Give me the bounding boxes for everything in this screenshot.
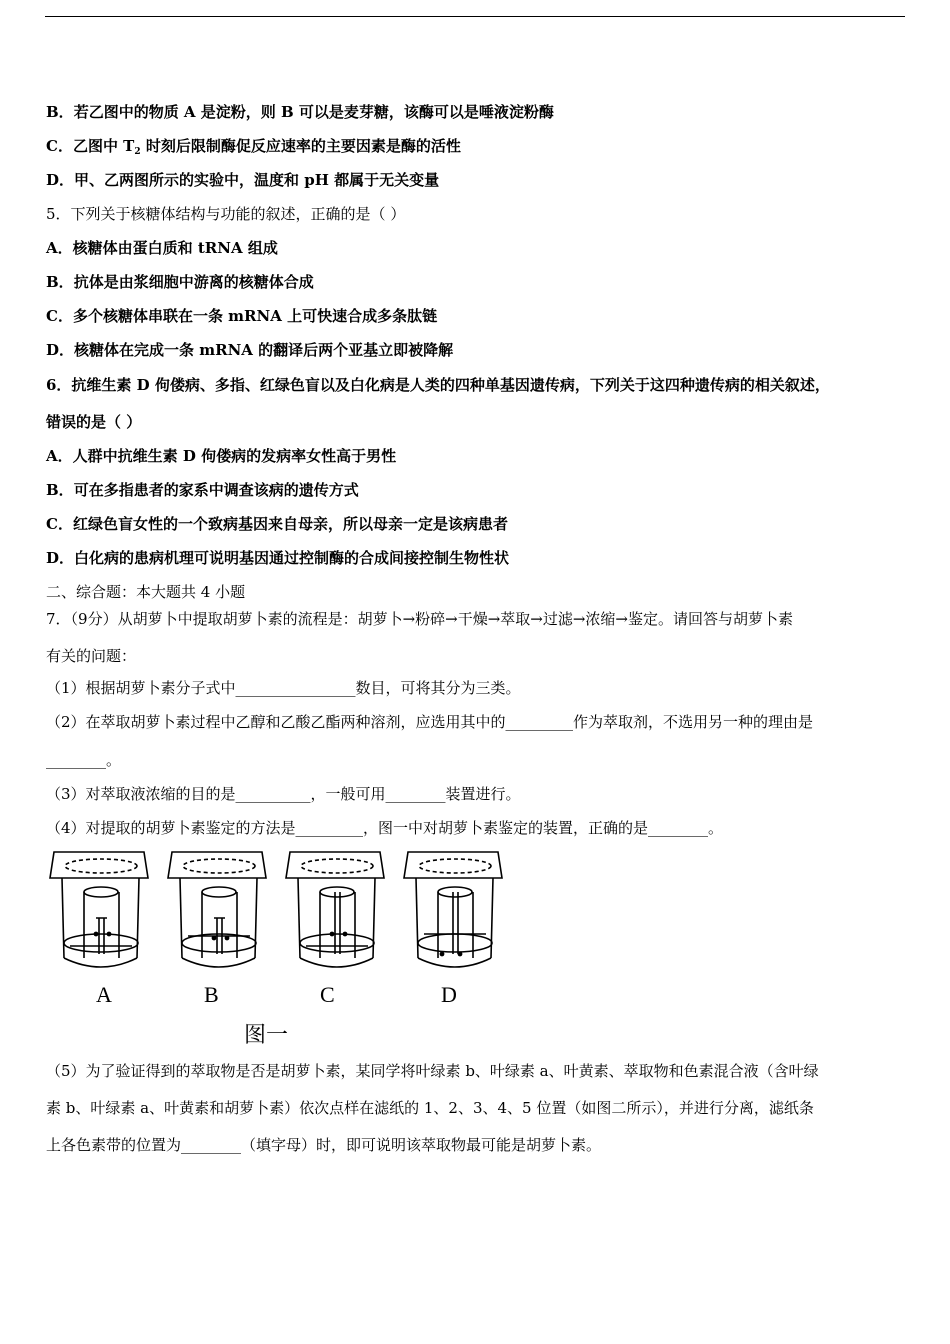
tank-d — [404, 852, 502, 967]
q6-option-c: C．红绿色盲女性的一个致病基因来自母亲，所以母亲一定是该病患者 — [46, 515, 508, 533]
q4-option-c: C．乙图中 $T_2$ 时刻后限制酶促反应速率的主要因素是酶的活性 — [46, 137, 461, 157]
q7-part5-line3: 上各色素带的位置为________（填字母）时，即可说明该萃取物最可能是胡萝卜素。 — [46, 1136, 602, 1154]
q7-stem-line1: 7．（9分）从胡萝卜中提取胡萝卜素的流程是：胡萝卜→粉碎→干燥→萃取→过滤→浓缩→鉴定。请回答与胡萝卜素 — [46, 610, 794, 628]
tank-a — [50, 852, 148, 967]
figure-label-a: A — [96, 982, 112, 1007]
q7-part2-line2: ________。 — [46, 751, 122, 769]
q6-stem-line2: 错误的是（ ） — [46, 413, 142, 431]
q5-option-b: B．抗体是由浆细胞中游离的核糖体合成 — [46, 273, 314, 291]
section-heading: 二、综合题：本大题共 4 小题 — [46, 583, 246, 601]
q7-part5-line1: （5）为了验证得到的萃取物是否是胡萝卜素，某同学将叶绿素 b、叶绿素 a、叶黄素、萃取物和色素混合液（含叶绿 — [46, 1062, 819, 1080]
figure-label-c: C — [320, 982, 335, 1007]
q6-option-d: D．白化病的患病机理可说明基因通过控制酶的合成间接控制生物性状 — [46, 549, 510, 567]
q5-option-c: C．多个核糖体串联在一条 mRNA 上可快速合成多条肽链 — [46, 307, 438, 325]
q5-stem: 5．下列关于核糖体结构与功能的叙述，正确的是（ ） — [46, 205, 406, 223]
figure-label-b: B — [204, 982, 219, 1007]
q7-part2-line1: （2）在萃取胡萝卜素过程中乙醇和乙酸乙酯两种溶剂，应选用其中的_________作为萃取剂，不选用另一种的理由是 — [46, 713, 814, 731]
figure-caption: 图一 — [244, 1022, 289, 1047]
q6-option-a: A．人群中抗维生素 D 佝偻病的发病率女性高于男性 — [46, 447, 397, 465]
q4-option-d: D．甲、乙两图所示的实验中，温度和 pH 都属于无关变量 — [46, 171, 440, 189]
q7-part5-line2: 素 b、叶绿素 a、叶黄素和胡萝卜素）依次点样在滤纸的 1、2、3、4、5 位置（如图二所示），并进行分离，滤纸条 — [46, 1099, 814, 1117]
tank-b — [168, 852, 266, 967]
tank-c — [286, 852, 384, 967]
q5-option-d: D．核糖体在完成一条 mRNA 的翻译后两个亚基立即被降解 — [46, 341, 454, 359]
q7-part1: （1）根据胡萝卜素分子式中________________数目，可将其分为三类。 — [46, 679, 521, 697]
q6-option-b: B．可在多指患者的家系中调查该病的遗传方式 — [46, 481, 359, 499]
sample-dots — [94, 932, 463, 957]
q5-option-a: A．核糖体由蛋白质和 tRNA 组成 — [46, 239, 278, 257]
q6-stem-line1: 6．抗维生素 D 佝偻病、多指、红绿色盲以及白化病是人类的四种单基因遗传病，下列关于这四种遗传病的相关叙述， — [46, 376, 830, 394]
q7-part4: （4）对提取的胡萝卜素鉴定的方法是_________，图一中对胡萝卜素鉴定的装置，正确的是________。 — [46, 819, 724, 837]
q7-stem-line2: 有关的问题： — [46, 647, 137, 665]
q7-part3: （3）对萃取液浓缩的目的是__________，一般可用________装置进行。 — [46, 785, 521, 803]
figure-label-d: D — [441, 982, 457, 1007]
header-rule — [45, 16, 905, 17]
q4-option-b: B．若乙图中的物质 A 是淀粉，则 B 可以是麦芽糖，该酶可以是唾液淀粉酶 — [46, 103, 554, 121]
figure-chromatography-tanks — [44, 846, 514, 1056]
